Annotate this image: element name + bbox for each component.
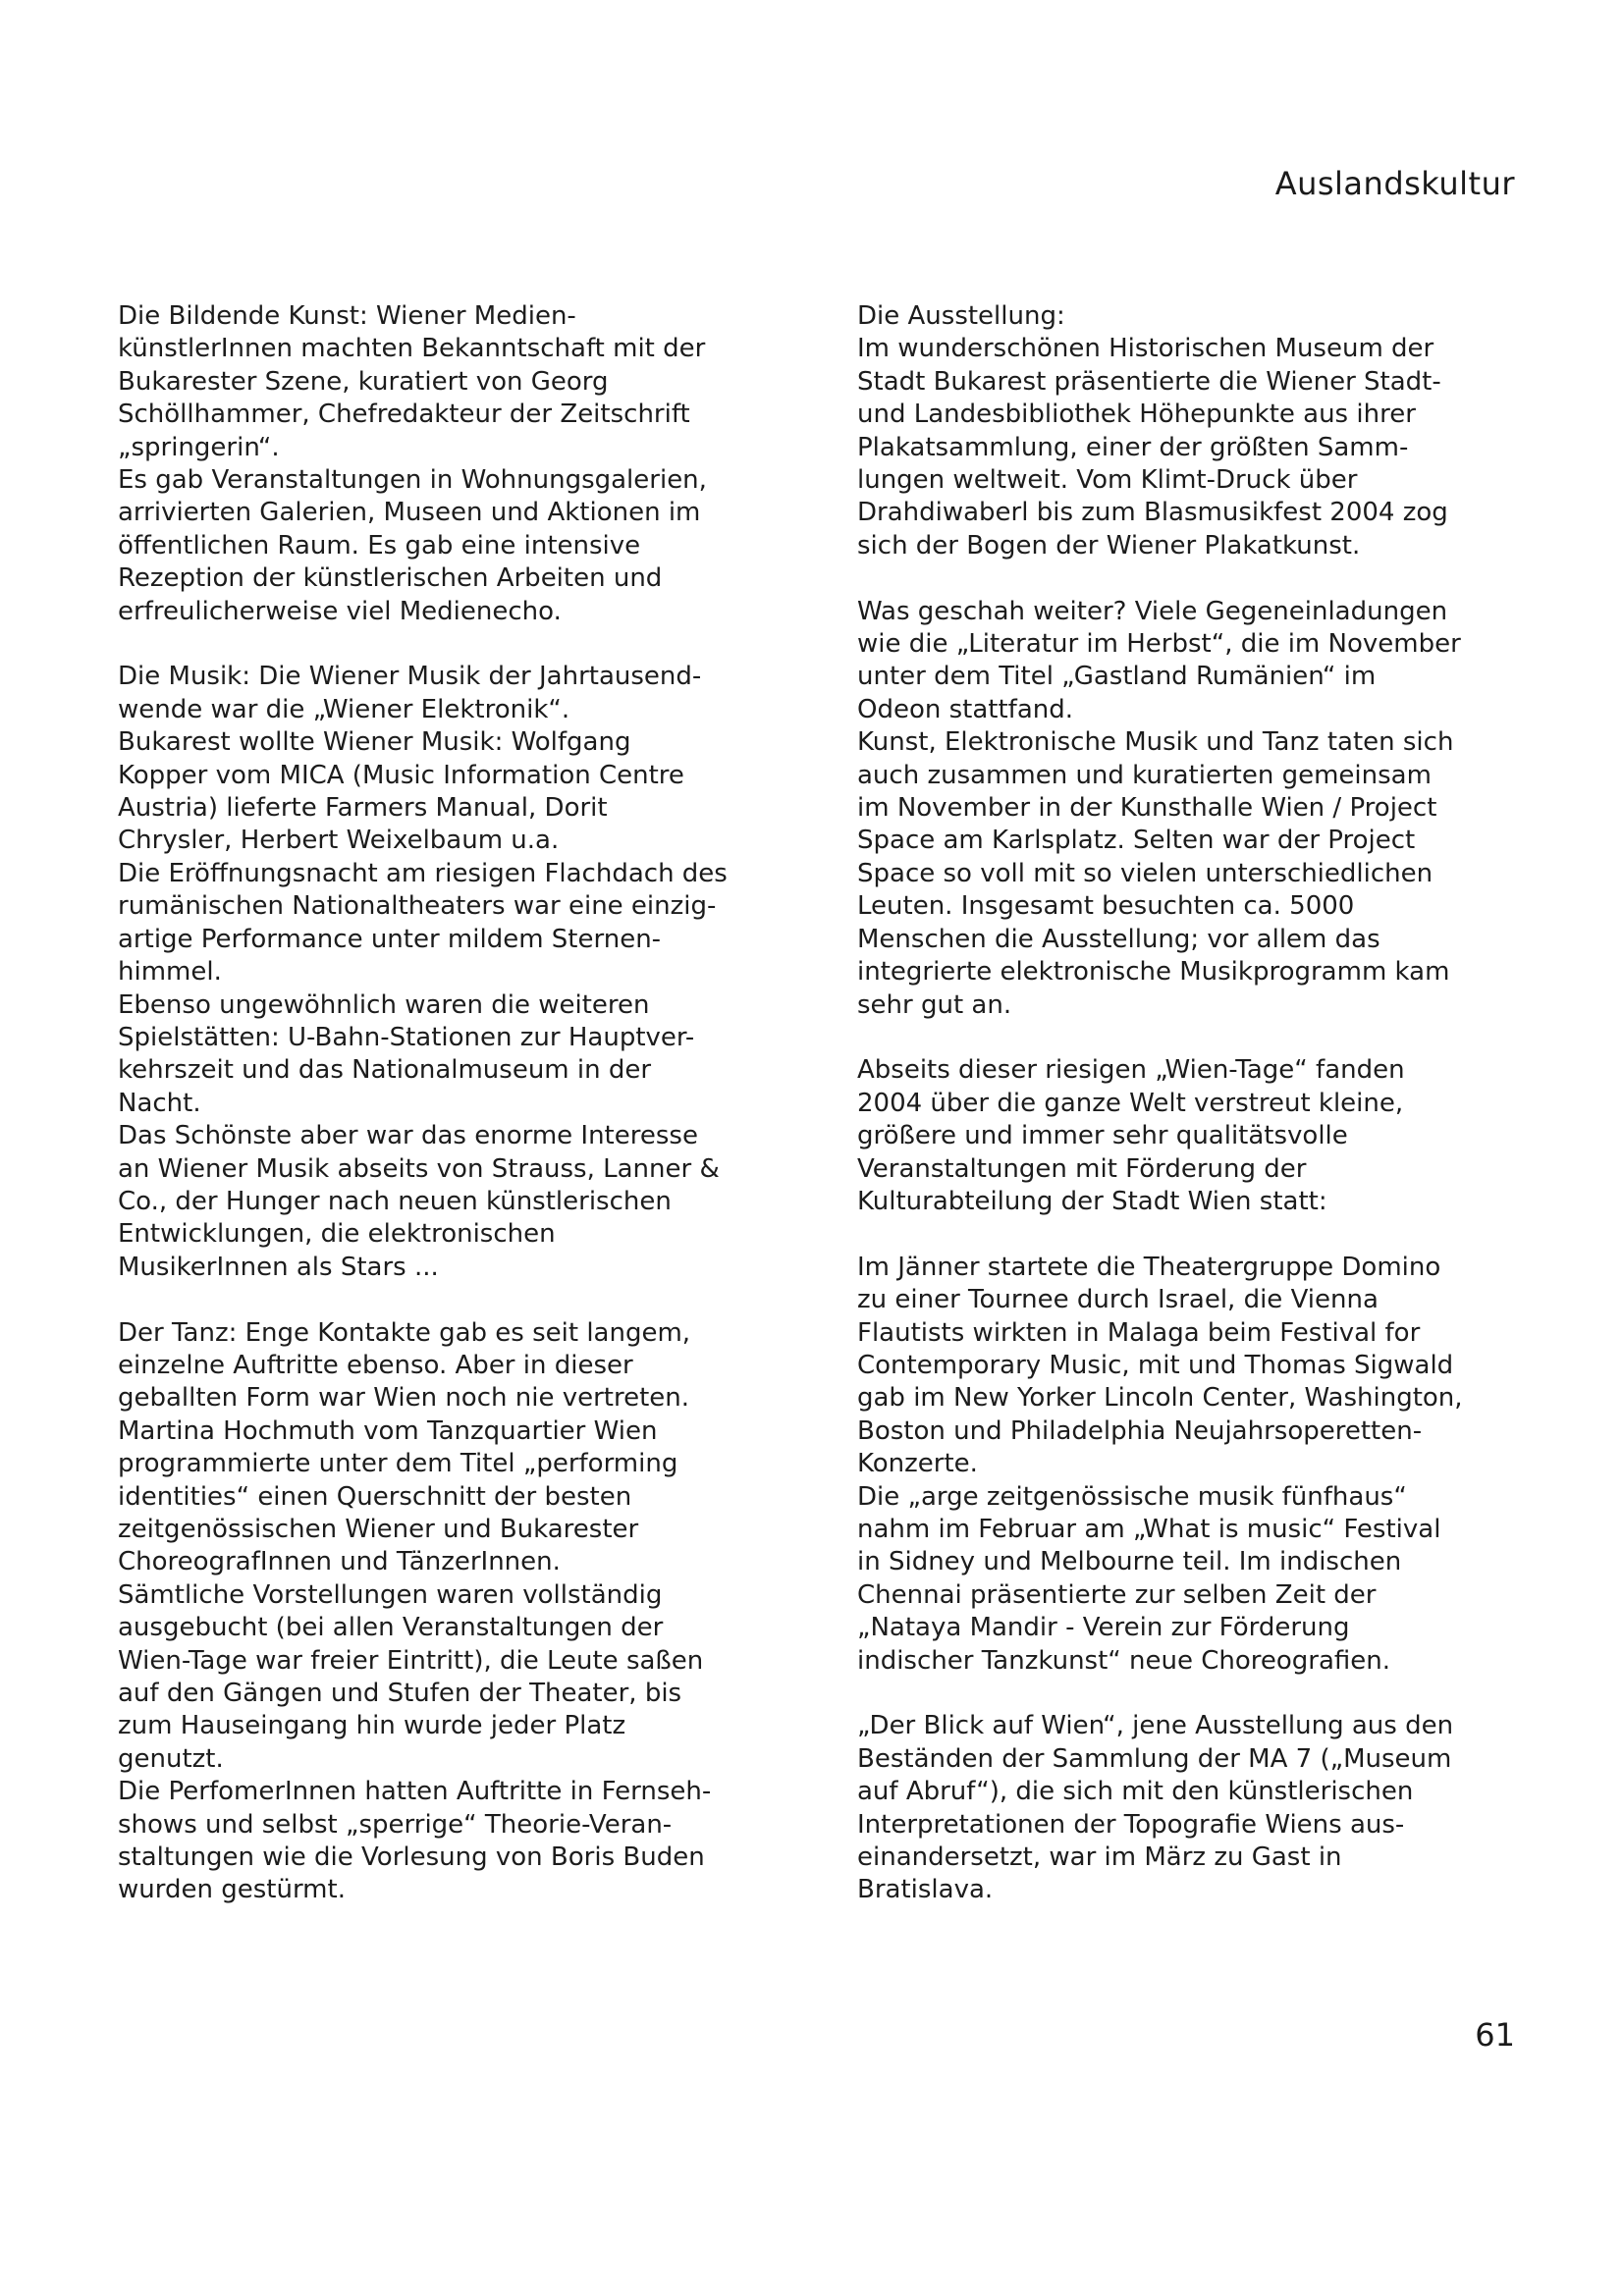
right-column-line: zu einer Tournee durch Israel, die Vienna (857, 1285, 1379, 1315)
right-column-line: Stadt Bukarest präsentierte die Wiener Stadt- (857, 366, 1441, 397)
left-column-line: ausgebucht (bei allen Veranstaltungen der (118, 1613, 664, 1643)
left-column-line: wende war die „Wiener Elektronik“. (118, 694, 570, 724)
left-column-line: Es gab Veranstaltungen in Wohnungsgalerien, (118, 465, 707, 496)
right-column-line: größere und immer sehr qualitätsvolle (857, 1121, 1348, 1151)
right-column-line: einandersetzt, war im März zu Gast in (857, 1842, 1342, 1873)
right-column-line (857, 1678, 1535, 1710)
right-column-line: Veranstaltungen mit Förderung der (857, 1153, 1307, 1184)
right-column-line: Bratislava. (857, 1875, 994, 1905)
left-column-line: Bukarest wollte Wiener Musik: Wolfgang (118, 727, 631, 758)
left-column-line: einzelne Auftritte ebenso. Aber in dieser (118, 1350, 633, 1380)
right-column-line: Chennai präsentierte zur selben Zeit der (857, 1579, 1377, 1610)
right-column (857, 300, 1535, 1907)
left-column-line: Chrysler, Herbert Weixelbaum u.a. (118, 826, 560, 856)
right-column-line: Die Ausstellung: (857, 301, 1065, 331)
right-column-line: integrierte elektronische Musikprogramm kam (857, 957, 1450, 988)
left-column-line: arrivierten Galerien, Museen und Aktionen im (118, 498, 701, 528)
left-column-line: Nacht. (118, 1088, 201, 1118)
right-column-line: Beständen der Sammlung der MA 7 („Museum (857, 1743, 1452, 1774)
right-column-line: Odeon stattfand. (857, 694, 1074, 724)
right-column-line: sich der Bogen der Wiener Plakatkunst. (857, 530, 1361, 561)
left-column-line: Die PerfomerInnen hatten Auftritte in Fernseh- (118, 1777, 712, 1807)
right-column-line: unter dem Titel „Gastland Rumänien“ im (857, 662, 1377, 692)
left-column-line (118, 628, 795, 661)
left-column-line: Sämtliche Vorstellungen waren vollständig (118, 1579, 663, 1610)
right-column-line: lungen weltweit. Vom Klimt-Druck über (857, 465, 1358, 496)
right-column-line: Im Jänner startete die Theatergruppe Domino (857, 1252, 1441, 1282)
left-column-line: identities“ einen Querschnitt der besten (118, 1481, 632, 1512)
left-column-line: Das Schönste aber war das enorme Interesse (118, 1121, 698, 1151)
left-column-line: Der Tanz: Enge Kontakte gab es seit langem, (118, 1317, 691, 1348)
left-column-line: Die Eröffnungsnacht am riesigen Flachdach des (118, 858, 728, 888)
left-column-line: Die Musik: Die Wiener Musik der Jahrtausend- (118, 662, 702, 692)
right-column-line: nahm im Februar am „What is music“ Festival (857, 1514, 1441, 1544)
left-column-line: auf den Gängen und Stufen der Theater, bis (118, 1679, 682, 1709)
right-column-line: Was geschah weiter? Viele Gegeneinladungen (857, 596, 1448, 626)
left-column-line: rumänischen Nationaltheaters war eine einzig- (118, 891, 717, 922)
left-column-line: erfreulicherweise viel Medienecho. (118, 596, 562, 626)
left-column-line: Co., der Hunger nach neuen künstlerischen (118, 1186, 672, 1216)
left-column-line: künstlerInnen machten Bekanntschaft mit der (118, 334, 706, 364)
right-column-line: auf Abruf“), die sich mit den künstlerischen (857, 1777, 1414, 1807)
right-column-line: Drahdiwaberl bis zum Blasmusikfest 2004 zog (857, 498, 1448, 528)
left-column-line: Wien-Tage war freier Eintritt), die Leute saßen (118, 1645, 704, 1676)
left-column-line: himmel. (118, 957, 222, 988)
left-column-line: zeitgenössischen Wiener und Bukarester (118, 1515, 639, 1544)
right-column-line: Space am Karlsplatz. Selten war der Project (857, 826, 1416, 856)
page-number: 61 (1475, 2016, 1515, 2054)
left-column-line: shows und selbst „sperrige“ Theorie-Veran- (118, 1809, 673, 1840)
left-column-line: Bukarester Szene, kuratiert von Georg (118, 366, 609, 397)
right-column-line: Konzerte. (857, 1449, 978, 1479)
left-column-line: kehrszeit und das Nationalmuseum in der (118, 1055, 652, 1086)
left-column-line: „springerin“. (118, 432, 280, 462)
right-column-line: Menschen die Ausstellung; vor allem das (857, 924, 1380, 954)
right-column-line: indischer Tanzkunst“ neue Choreografien. (857, 1645, 1391, 1676)
right-column-line: Contemporary Music, mit und Thomas Sigwald (857, 1350, 1454, 1380)
left-column (118, 300, 795, 1907)
left-column-line: Rezeption der künstlerischen Arbeiten und (118, 563, 663, 594)
right-column-line (857, 562, 1535, 595)
right-column-line: Space so voll mit so vielen unterschiedlichen (857, 858, 1434, 888)
left-column-line: Ebenso ungewöhnlich waren die weiteren (118, 989, 650, 1020)
right-column-line: Plakatsammlung, einer der größten Samm- (857, 432, 1409, 462)
right-column-line: Im wunderschönen Historischen Museum der (857, 334, 1434, 364)
right-column-line: gab im New Yorker Lincoln Center, Washington, (857, 1383, 1463, 1414)
left-column-line: artige Performance unter mildem Sternen- (118, 924, 662, 954)
left-column-line: geballten Form war Wien noch nie vertreten. (118, 1383, 690, 1414)
running-header: Auslandskultur (1274, 165, 1515, 202)
left-column-line: programmierte unter dem Titel „performing (118, 1449, 678, 1479)
right-column-line: „Nataya Mandir - Verein zur Förderung (857, 1613, 1350, 1643)
right-column-line (857, 1022, 1535, 1054)
right-column-line: Boston und Philadelphia Neujahrsoperetten- (857, 1415, 1423, 1446)
right-column-line: wie die „Literatur im Herbst“, die im November (857, 629, 1461, 660)
right-column-line: Interpretationen der Topografie Wiens aus- (857, 1809, 1405, 1840)
right-column-line: 2004 über die ganze Welt verstreut kleine, (857, 1088, 1404, 1118)
right-column-line: Die „arge zeitgenössische musik fünfhaus“ (857, 1481, 1407, 1512)
right-column-line (857, 1218, 1535, 1251)
left-column-line: Schöllhammer, Chefredakteur der Zeitschrift (118, 400, 690, 430)
left-column-line: an Wiener Musik abseits von Strauss, Lanner & (118, 1153, 720, 1184)
right-column-line: auch zusammen und kuratierten gemeinsam (857, 760, 1432, 790)
left-column-line: Spielstätten: U-Bahn-Stationen zur Hauptver- (118, 1022, 695, 1052)
right-column-line: und Landesbibliothek Höhepunkte aus ihrer (857, 400, 1416, 430)
right-column-line: Leuten. Insgesamt besuchten ca. 5000 (857, 891, 1355, 922)
left-column-line: MusikerInnen als Stars ... (118, 1252, 439, 1282)
left-column-line: zum Hauseingang hin wurde jeder Platz (118, 1711, 626, 1741)
left-column-line: Martina Hochmuth vom Tanzquartier Wien (118, 1415, 658, 1446)
left-column-line (118, 1284, 795, 1316)
right-column-line: „Der Blick auf Wien“, jene Ausstellung aus den (857, 1711, 1454, 1741)
right-column-line: sehr gut an. (857, 989, 1012, 1020)
right-column-line: Flautists wirkten in Malaga beim Festival for (857, 1317, 1421, 1348)
left-column-line: wurden gestürmt. (118, 1875, 346, 1905)
left-column-line: staltungen wie die Vorlesung von Boris Buden (118, 1842, 705, 1873)
left-column-line: Kopper vom MICA (Music Information Centre (118, 760, 684, 790)
left-column-line: Austria) lieferte Farmers Manual, Dorit (118, 793, 608, 824)
right-column-line: Abseits dieser riesigen „Wien-Tage“ fanden (857, 1055, 1405, 1086)
left-column-line: Die Bildende Kunst: Wiener Medien- (118, 301, 576, 331)
right-column-line: Kulturabteilung der Stadt Wien statt: (857, 1186, 1327, 1216)
right-column-line: im November in der Kunsthalle Wien / Project (857, 793, 1437, 824)
right-column-line: Kunst, Elektronische Musik und Tanz taten sich (857, 727, 1454, 758)
right-column-line: in Sidney und Melbourne teil. Im indischen (857, 1547, 1402, 1577)
left-column-line: genutzt. (118, 1743, 224, 1774)
left-column-line: Entwicklungen, die elektronischen (118, 1219, 556, 1250)
left-column-line: ChoreografInnen und TänzerInnen. (118, 1547, 561, 1577)
left-column-line: öffentlichen Raum. Es gab eine intensive (118, 530, 641, 561)
